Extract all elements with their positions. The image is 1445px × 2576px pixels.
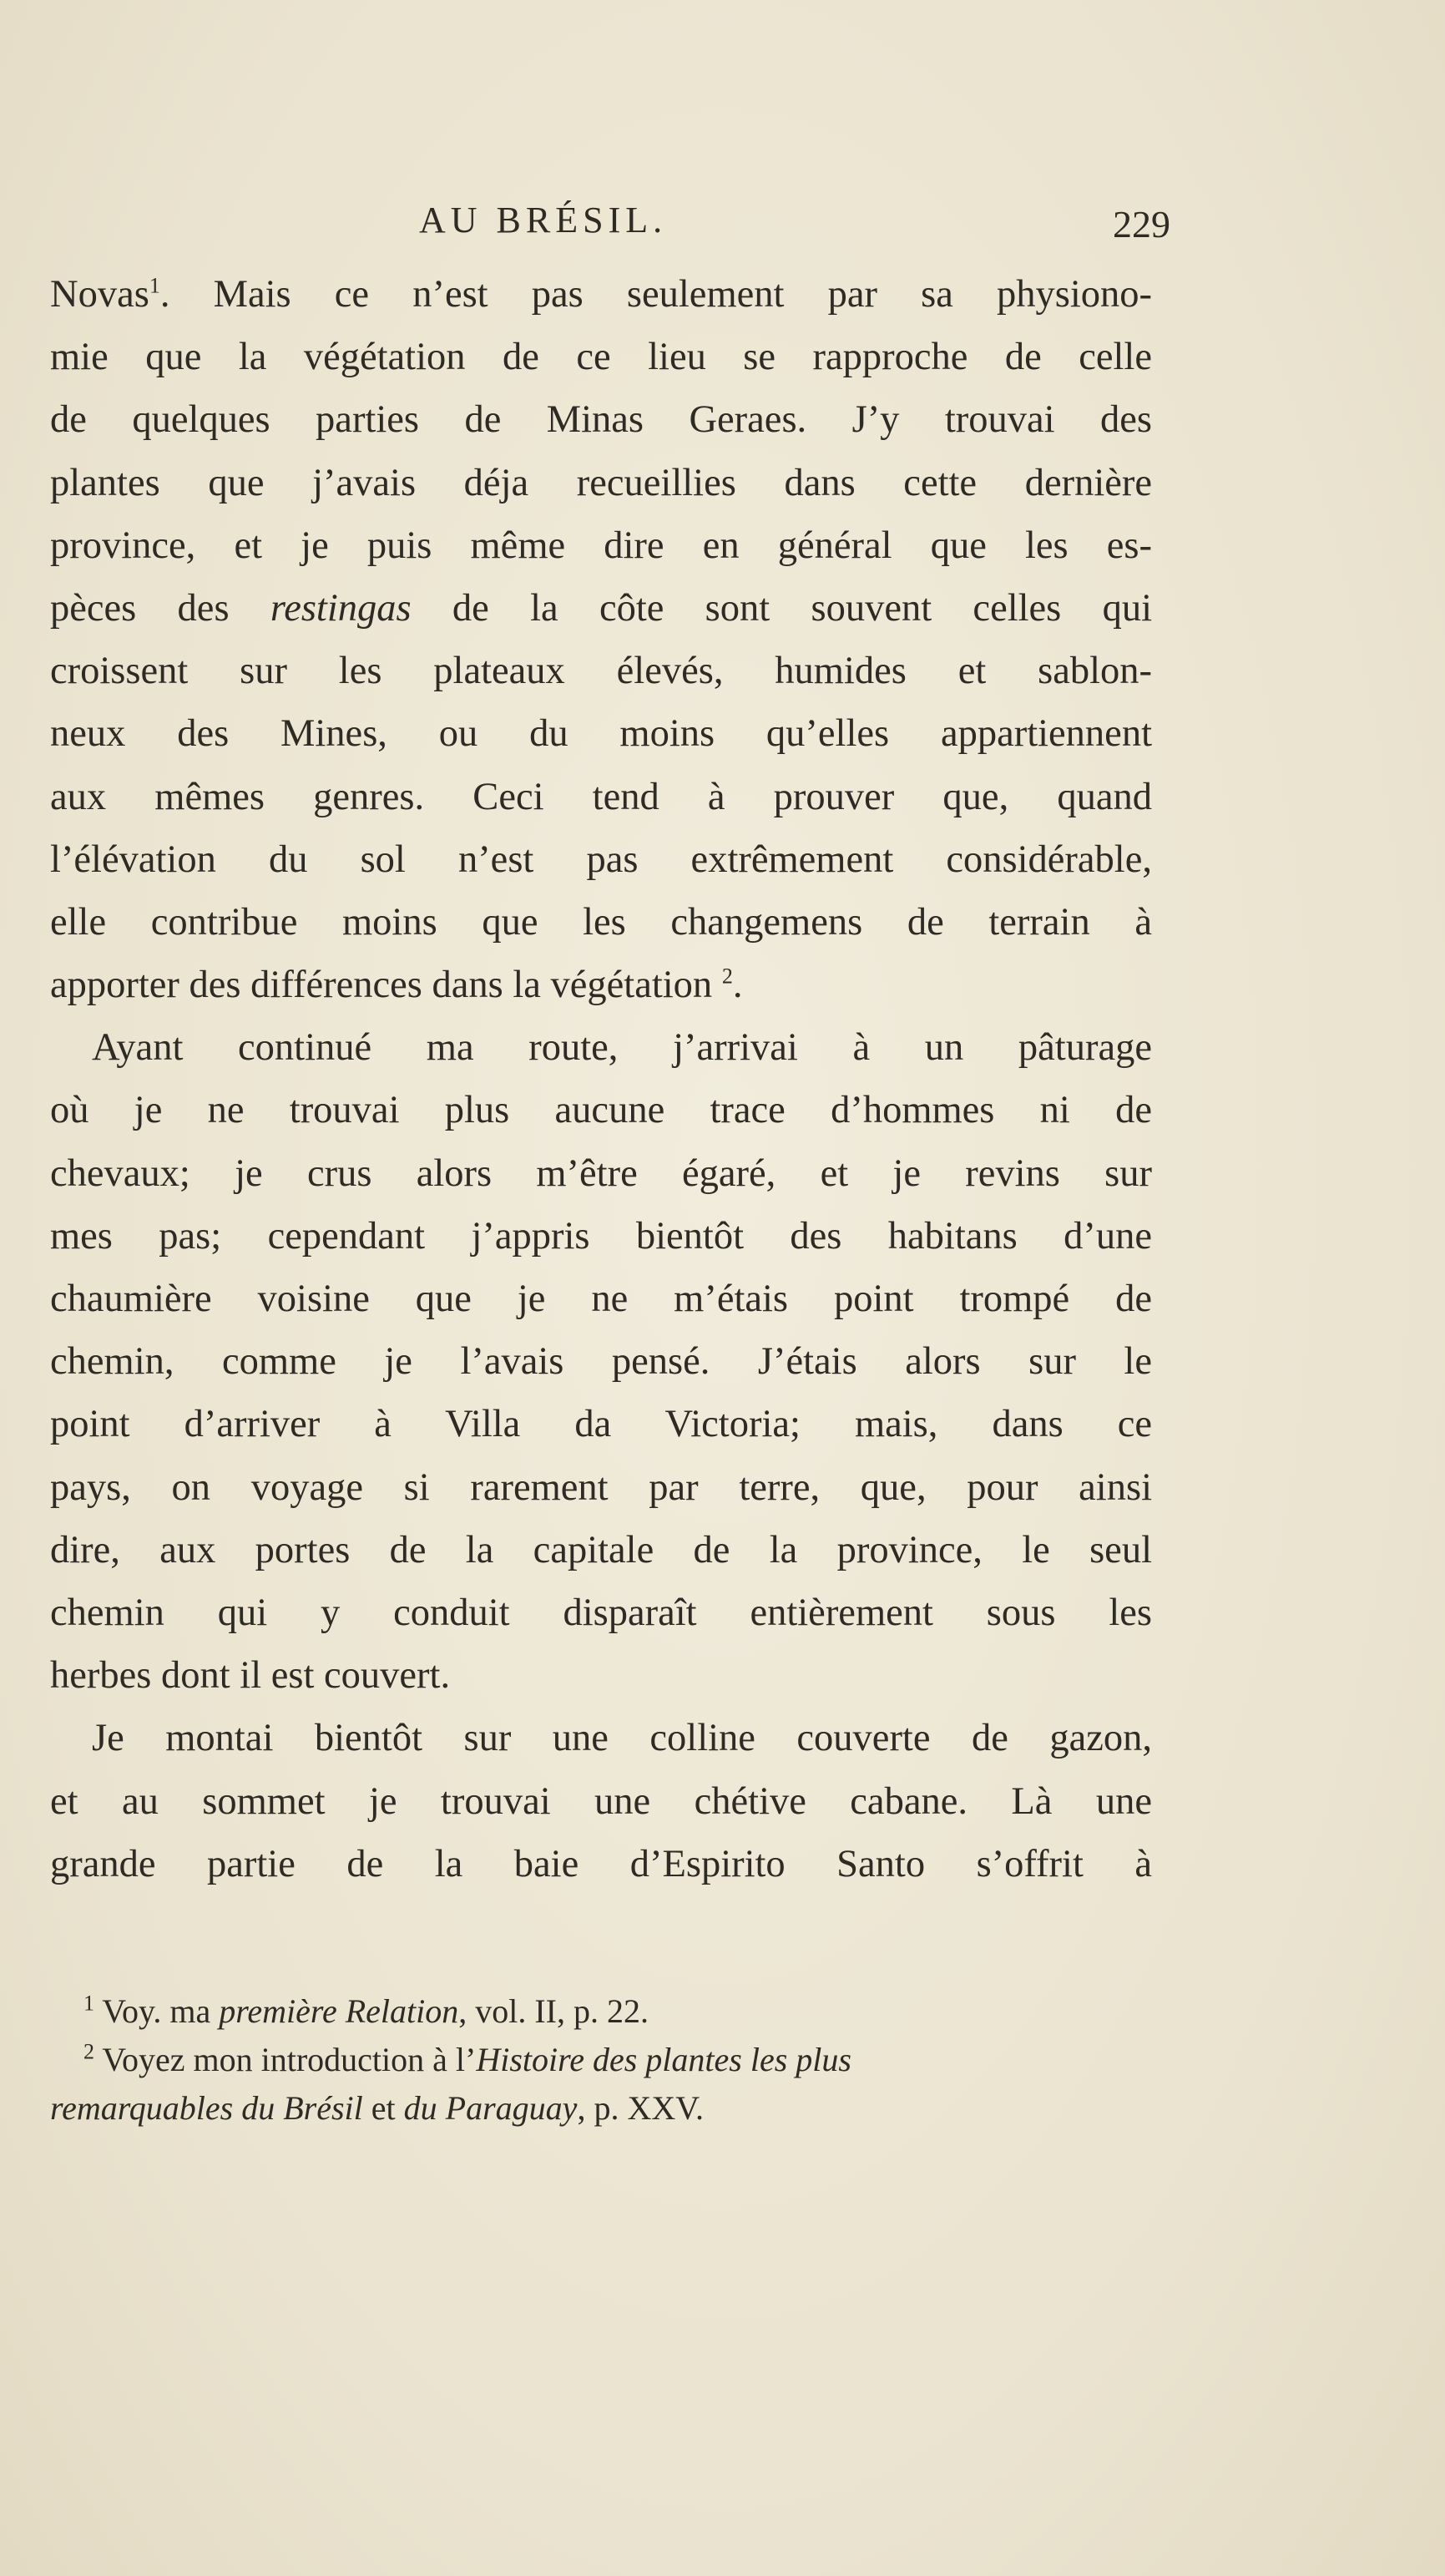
text-run: remarquables du Brésil <box>50 2089 363 2127</box>
text-run: chemin, comme je l’avais pensé. J’étais alors sur le <box>50 1340 1152 1384</box>
text-run: pèces des <box>50 586 270 630</box>
text-run: l’élévation du sol n’est pas extrêmement considérable, <box>50 838 1152 881</box>
text-line <box>50 1833 1152 1895</box>
text-line <box>50 1142 1152 1205</box>
text-run: et au sommet je trouvai une chétive cabane. Là une <box>50 1779 1152 1823</box>
text-run: mes pas; cependant j’appris bientôt des habitans d’une <box>50 1214 1152 1258</box>
text-run: Je montai bientôt sur une colline couverte de gazon, <box>92 1717 1152 1760</box>
text-run: grande partie de la baie d’Espirito Santo s’offrit à <box>50 1842 1152 1885</box>
text-run: Voy. ma <box>94 1992 220 2030</box>
text-run: apporter des différences dans la végétation <box>50 964 722 1007</box>
text-run: neux des Mines, ou du moins qu’elles appartiennent <box>50 712 1152 756</box>
text-run: province, et je puis même dire en général que les es- <box>50 524 1152 567</box>
text-line <box>50 766 1152 828</box>
text-run: . <box>732 964 743 1007</box>
text-run: Novas <box>50 273 149 316</box>
text-run: , p. XXV. <box>577 2089 704 2127</box>
text-line <box>50 388 1152 451</box>
text-line <box>50 828 1152 891</box>
footnote-line <box>50 2036 1152 2084</box>
text-line <box>50 1519 1152 1582</box>
text-run: point d’arriver à Villa da Victoria; mais, dans ce <box>50 1403 1152 1446</box>
footnote-line <box>50 2084 1152 2133</box>
text-line <box>50 640 1152 702</box>
footnote-marker: 1 <box>149 273 160 298</box>
footnote-marker: 1 <box>83 1991 94 2016</box>
text-run: elle contribue moins que les changemens de terrain à <box>50 900 1152 944</box>
text-run: Voyez mon introduction à l’ <box>94 2041 477 2078</box>
running-head <box>52 199 1170 257</box>
footnotes <box>50 1987 1152 2133</box>
footnote-line <box>50 1987 1152 2036</box>
text-run: de quelques parties de Minas Geraes. J’y trouvai des <box>50 398 1152 442</box>
text-line <box>50 1582 1152 1644</box>
text-run: première Relation <box>219 1992 459 2030</box>
text-run: pays, on voyage si rarement par terre, que, pour ainsi <box>50 1465 1152 1509</box>
text-run: , vol. II, p. 22. <box>458 1992 649 2030</box>
text-run: Histoire des plantes les plus <box>476 2041 851 2078</box>
text-run: chemin qui y conduit disparaît entièrement sous les <box>50 1591 1152 1634</box>
text-run: chaumière voisine que je ne m’étais point trompé de <box>50 1278 1152 1320</box>
text-line <box>50 326 1152 388</box>
footnote-marker: 2 <box>721 964 733 989</box>
text-line <box>50 1707 1152 1769</box>
text-line <box>50 452 1152 514</box>
text-line <box>50 263 1152 326</box>
body-text <box>50 263 1152 1895</box>
footnote-marker: 2 <box>83 2039 94 2064</box>
text-run: herbes dont il est couvert. <box>50 1654 451 1698</box>
text-run: plantes que j’avais déja recueillies dans cette dernière <box>50 461 1152 504</box>
text-line <box>50 1393 1152 1455</box>
text-line <box>50 891 1152 954</box>
text-run: et <box>362 2089 404 2127</box>
text-line <box>50 1268 1152 1330</box>
text-line <box>50 954 1152 1016</box>
text-line <box>50 1330 1152 1393</box>
text-run: chevaux; je crus alors m’être égaré, et je revins sur <box>50 1151 1152 1195</box>
text-line <box>50 1644 1152 1707</box>
text-line <box>50 1016 1152 1079</box>
text-line <box>50 577 1152 640</box>
text-run: de la côte sont souvent celles qui <box>411 586 1152 630</box>
running-title: AU BRÉSIL. <box>419 200 668 240</box>
text-run: croissent sur les plateaux élevés, humides et sablon- <box>50 650 1152 693</box>
text-run: où je ne trouvai plus aucune trace d’hommes ni de <box>50 1089 1152 1132</box>
text-line <box>50 702 1152 765</box>
text-line <box>50 1079 1152 1141</box>
text-line <box>50 514 1152 577</box>
text-run: mie que la végétation de ce lieu se rapproche de celle <box>50 336 1152 379</box>
text-run: . Mais ce n’est pas seulement par sa physiono- <box>159 273 1152 316</box>
text-line <box>50 1205 1152 1268</box>
text-line <box>50 1456 1152 1519</box>
text-run: Ayant continué ma route, j’arrivai à un pâturage <box>92 1026 1152 1070</box>
text-run: du Paraguay <box>403 2089 578 2127</box>
page-number: 229 <box>1113 203 1170 245</box>
text-run: aux mêmes genres. Ceci tend à prouver que, quand <box>50 775 1152 818</box>
text-line <box>50 1770 1152 1833</box>
text-run: restingas <box>270 586 412 630</box>
text-run: dire, aux portes de la capitale de la province, le seul <box>50 1528 1152 1571</box>
